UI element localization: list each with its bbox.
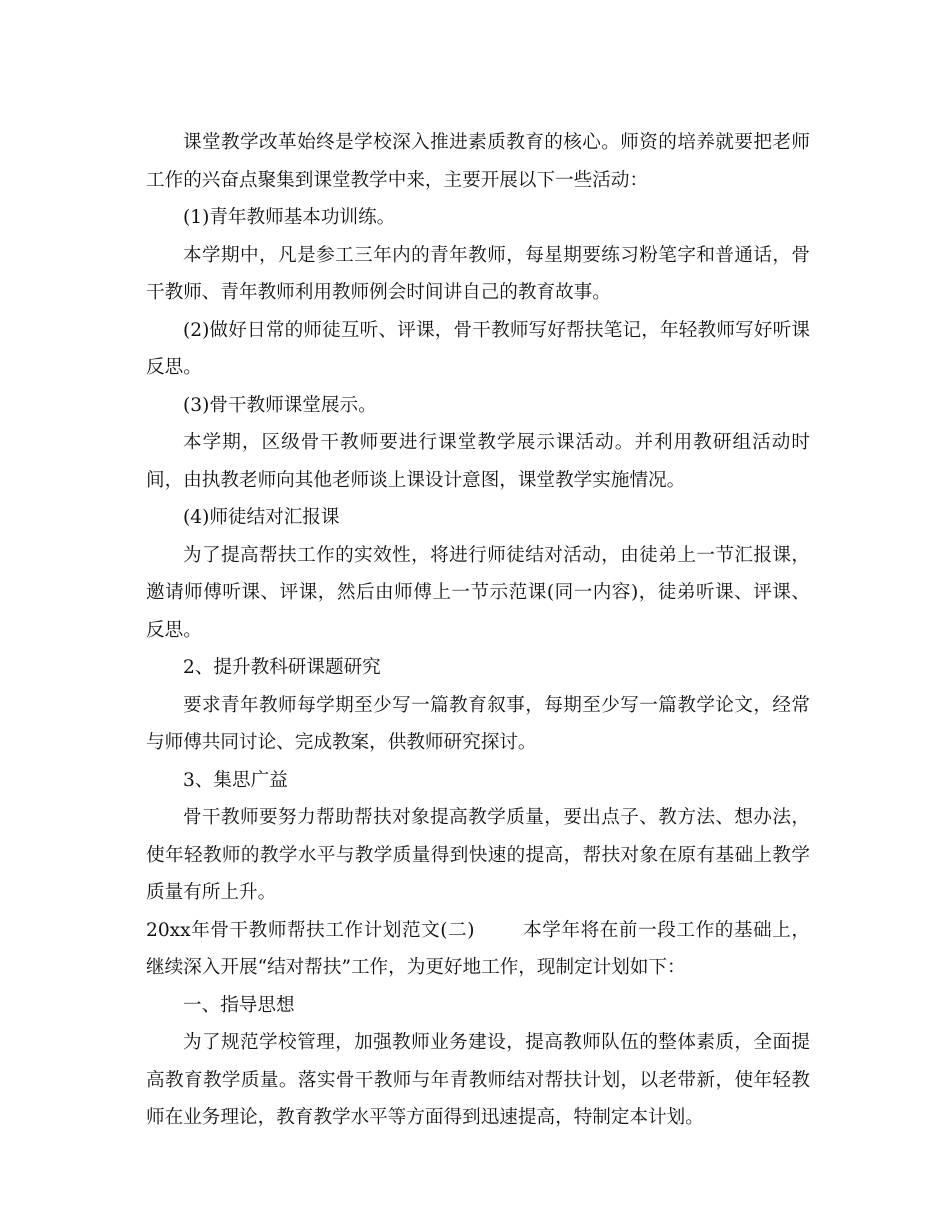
section2-intro: 本学年将在前一段工作的基础上，继续深入开展“结对帮扶”工作，为更好地工作，现制定计划如下： — [146, 919, 810, 978]
paragraph-item-3-heading: (3)骨干教师课堂展示。 — [183, 394, 377, 416]
document-body — [146, 124, 810, 1137]
section-heading-guiding-thought: 一、指导思想 — [183, 994, 295, 1016]
section2-paragraph — [146, 912, 810, 987]
paragraph-item-4-heading: (4)师徒结对汇报课 — [183, 507, 340, 528]
paragraph-guiding-thought-body: 为了规范学校管理，加强教师业务建设，提高教师队伍的整体素质，全面提高教育教学质量。落实骨干教师与年青教师结对帮扶计划，以老带新，使年轻教师在业务理论，教育教学水平等方面得到迅速提高，特制定本计划。 — [146, 1032, 810, 1128]
paragraph-ideas-body: 骨干教师要努力帮助帮扶对象提高教学质量，要出点子、教方法、想办法，使年轻教师的教学水平与教学质量得到快速的提高，帮扶对象在原有基础上教学质量有所上升。 — [146, 807, 810, 903]
section2-title: 20xx年骨干教师帮扶工作计划范文(二) — [146, 919, 475, 941]
paragraph-research-body: 要求青年教师每学期至少写一篇教育叙事，每期至少写一篇教学论文，经常与师傅共同讨论、完成教案，供教师研究探讨。 — [146, 694, 810, 753]
paragraph-item-4-body: 为了提高帮扶工作的实效性，将进行师徒结对活动，由徒弟上一节汇报课，邀请师傅听课、评课，然后由师傅上一节示范课(同一内容)，徒弟听课、评课、反思。 — [146, 544, 810, 641]
paragraph-item-3-body: 本学期，区级骨干教师要进行课堂教学展示课活动。并利用教研组活动时间，由执教老师向其他老师谈上课设计意图，课堂教学实施情况。 — [146, 432, 810, 491]
paragraph-item-1-body: 本学期中，凡是参工三年内的青年教师，每星期要练习粉笔字和普通话，骨干教师、青年教师利用教师例会时间讲自己的教育故事。 — [146, 244, 810, 303]
section-heading-research: 2、提升教科研课题研究 — [183, 657, 381, 678]
paragraph-item-1-heading: (1)青年教师基本功训练。 — [183, 207, 396, 228]
paragraph-item-2: (2)做好日常的师徒互听、评课，骨干教师写好帮扶笔记，年轻教师写好听课反思。 — [146, 319, 810, 378]
section-heading-ideas: 3、集思广益 — [183, 769, 288, 791]
paragraph-intro: 课堂教学改革始终是学校深入推进素质教育的核心。师资的培养就要把老师工作的兴奋点聚集到课堂教学中来，主要开展以下一些活动： — [146, 132, 810, 191]
